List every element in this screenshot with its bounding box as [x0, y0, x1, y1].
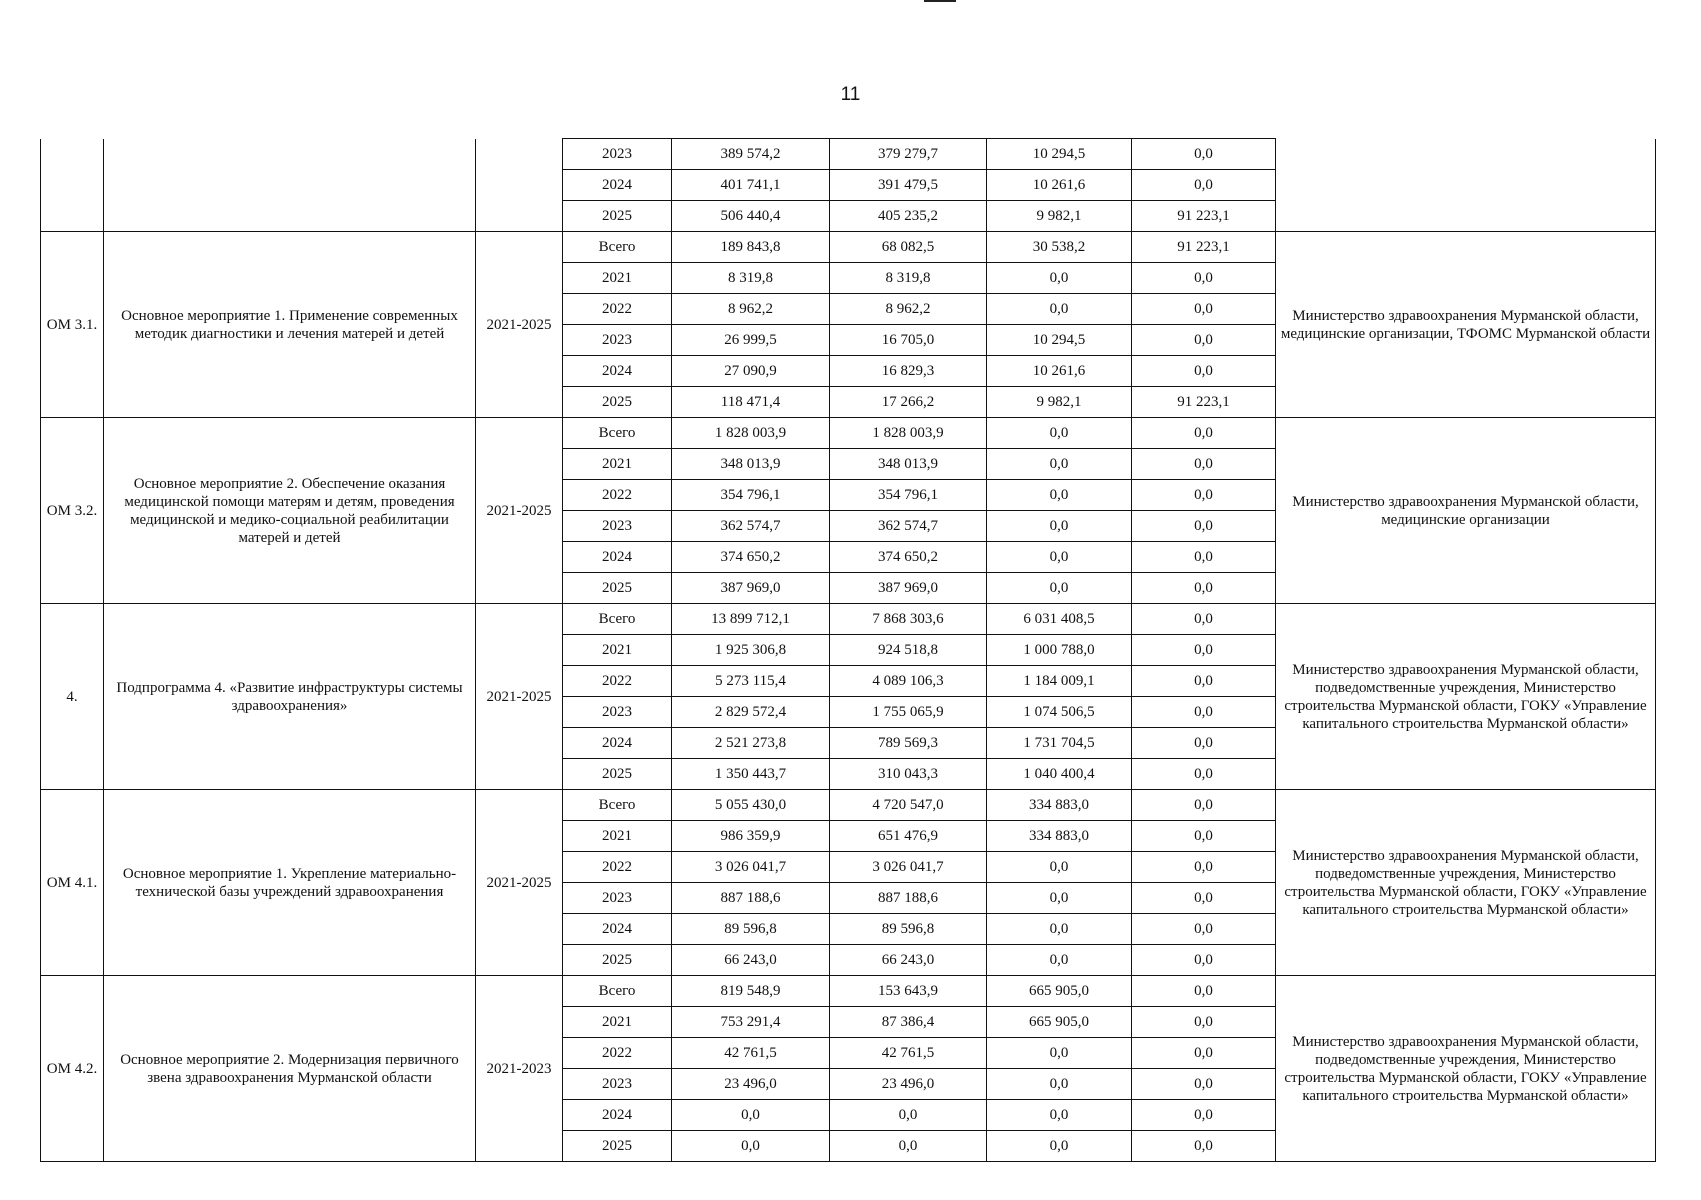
regional-budget-cell: 89 596,8	[830, 914, 987, 945]
other-source-cell: 0,0	[1132, 666, 1276, 697]
federal-budget-cell: 0,0	[987, 511, 1132, 542]
regional-budget-cell: 23 496,0	[830, 1069, 987, 1100]
regional-budget-cell: 387 969,0	[830, 573, 987, 604]
regional-budget-cell: 924 518,8	[830, 635, 987, 666]
total-cell: 189 843,8	[672, 232, 830, 263]
regional-budget-cell: 8 319,8	[830, 263, 987, 294]
other-source-cell: 0,0	[1132, 1007, 1276, 1038]
total-cell: 819 548,9	[672, 976, 830, 1007]
table-row	[41, 604, 1656, 635]
other-source-cell: 0,0	[1132, 1131, 1276, 1162]
federal-budget-cell: 0,0	[987, 1069, 1132, 1100]
other-source-cell: 0,0	[1132, 945, 1276, 976]
total-cell: 3 026 041,7	[672, 852, 830, 883]
regional-budget-cell: 651 476,9	[830, 821, 987, 852]
year-cell: 2025	[563, 759, 672, 790]
other-source-cell: 91 223,1	[1132, 232, 1276, 263]
total-cell: 2 521 273,8	[672, 728, 830, 759]
executor-cell: Министерство здравоохранения Мурманской области, подведомственные учреждения, Министерство строительства Мурманской области, ГОКУ «Управление капитального строительства Мурманской области»	[1276, 790, 1656, 976]
other-source-cell: 0,0	[1132, 139, 1276, 170]
other-source-cell: 91 223,1	[1132, 201, 1276, 232]
number-cell: ОМ 3.1.	[41, 232, 104, 418]
year-cell: 2023	[563, 697, 672, 728]
year-cell: 2021	[563, 449, 672, 480]
federal-budget-cell: 10 294,5	[987, 139, 1132, 170]
federal-budget-cell: 0,0	[987, 914, 1132, 945]
regional-budget-cell: 68 082,5	[830, 232, 987, 263]
regional-budget-cell: 362 574,7	[830, 511, 987, 542]
total-cell: 506 440,4	[672, 201, 830, 232]
federal-budget-cell: 9 982,1	[987, 387, 1132, 418]
executor-cell: Министерство здравоохранения Мурманской области, медицинские организации, ТФОМС Мурманской области	[1276, 232, 1656, 418]
total-cell: 1 925 306,8	[672, 635, 830, 666]
regional-budget-cell: 42 761,5	[830, 1038, 987, 1069]
federal-budget-cell: 334 883,0	[987, 790, 1132, 821]
other-source-cell: 0,0	[1132, 170, 1276, 201]
federal-budget-cell: 6 031 408,5	[987, 604, 1132, 635]
other-source-cell: 0,0	[1132, 511, 1276, 542]
name-cell: Подпрограмма 4. «Развитие инфраструктуры системы здравоохранения»	[104, 604, 476, 790]
year-cell: 2022	[563, 1038, 672, 1069]
total-cell: 27 090,9	[672, 356, 830, 387]
other-source-cell: 0,0	[1132, 790, 1276, 821]
period-cell: 2021-2025	[476, 790, 563, 976]
year-cell: Всего	[563, 604, 672, 635]
total-cell: 5 055 430,0	[672, 790, 830, 821]
federal-budget-cell: 0,0	[987, 1100, 1132, 1131]
table-row	[41, 976, 1656, 1007]
total-cell: 389 574,2	[672, 139, 830, 170]
total-cell: 42 761,5	[672, 1038, 830, 1069]
page-top-mark	[924, 0, 956, 2]
federal-budget-cell: 0,0	[987, 883, 1132, 914]
total-cell: 354 796,1	[672, 480, 830, 511]
number-cell	[41, 139, 104, 232]
regional-budget-cell: 379 279,7	[830, 139, 987, 170]
period-cell: 2021-2025	[476, 418, 563, 604]
year-cell: 2024	[563, 170, 672, 201]
federal-budget-cell: 1 040 400,4	[987, 759, 1132, 790]
regional-budget-cell: 4 720 547,0	[830, 790, 987, 821]
total-cell: 362 574,7	[672, 511, 830, 542]
year-cell: 2023	[563, 883, 672, 914]
total-cell: 13 899 712,1	[672, 604, 830, 635]
name-cell: Основное мероприятие 2. Обеспечение оказания медицинской помощи матерям и детям, проведения медицинской и медико-социальной реабилитации матерей и детей	[104, 418, 476, 604]
total-cell: 401 741,1	[672, 170, 830, 201]
regional-budget-cell: 17 266,2	[830, 387, 987, 418]
total-cell: 0,0	[672, 1100, 830, 1131]
executor-cell: Министерство здравоохранения Мурманской области, медицинские организации	[1276, 418, 1656, 604]
regional-budget-cell: 1 755 065,9	[830, 697, 987, 728]
name-cell: Основное мероприятие 1. Укрепление материально-технической базы учреждений здравоохранения	[104, 790, 476, 976]
year-cell: 2023	[563, 1069, 672, 1100]
period-cell: 2021-2025	[476, 232, 563, 418]
federal-budget-cell: 0,0	[987, 542, 1132, 573]
year-cell: Всего	[563, 976, 672, 1007]
year-cell: 2022	[563, 666, 672, 697]
federal-budget-cell: 1 731 704,5	[987, 728, 1132, 759]
total-cell: 1 350 443,7	[672, 759, 830, 790]
total-cell: 0,0	[672, 1131, 830, 1162]
federal-budget-cell: 1 000 788,0	[987, 635, 1132, 666]
other-source-cell: 0,0	[1132, 635, 1276, 666]
total-cell: 118 471,4	[672, 387, 830, 418]
other-source-cell: 0,0	[1132, 728, 1276, 759]
other-source-cell: 0,0	[1132, 883, 1276, 914]
period-cell: 2021-2023	[476, 976, 563, 1162]
federal-budget-cell: 0,0	[987, 852, 1132, 883]
other-source-cell: 0,0	[1132, 1069, 1276, 1100]
year-cell: 2021	[563, 1007, 672, 1038]
year-cell: Всего	[563, 232, 672, 263]
total-cell: 348 013,9	[672, 449, 830, 480]
regional-budget-cell: 66 243,0	[830, 945, 987, 976]
other-source-cell: 0,0	[1132, 821, 1276, 852]
total-cell: 66 243,0	[672, 945, 830, 976]
total-cell: 8 319,8	[672, 263, 830, 294]
regional-budget-cell: 374 650,2	[830, 542, 987, 573]
year-cell: 2022	[563, 852, 672, 883]
year-cell: 2025	[563, 945, 672, 976]
federal-budget-cell: 9 982,1	[987, 201, 1132, 232]
year-cell: 2024	[563, 356, 672, 387]
total-cell: 5 273 115,4	[672, 666, 830, 697]
regional-budget-cell: 310 043,3	[830, 759, 987, 790]
total-cell: 986 359,9	[672, 821, 830, 852]
other-source-cell: 0,0	[1132, 573, 1276, 604]
year-cell: 2023	[563, 325, 672, 356]
regional-budget-cell: 7 868 303,6	[830, 604, 987, 635]
regional-budget-cell: 3 026 041,7	[830, 852, 987, 883]
year-cell: Всего	[563, 418, 672, 449]
federal-budget-cell: 0,0	[987, 263, 1132, 294]
other-source-cell: 0,0	[1132, 852, 1276, 883]
regional-budget-cell: 348 013,9	[830, 449, 987, 480]
year-cell: 2021	[563, 821, 672, 852]
federal-budget-cell: 10 294,5	[987, 325, 1132, 356]
total-cell: 1 828 003,9	[672, 418, 830, 449]
regional-budget-cell: 1 828 003,9	[830, 418, 987, 449]
other-source-cell: 0,0	[1132, 356, 1276, 387]
regional-budget-cell: 887 188,6	[830, 883, 987, 914]
total-cell: 753 291,4	[672, 1007, 830, 1038]
other-source-cell: 0,0	[1132, 263, 1276, 294]
federal-budget-cell: 10 261,6	[987, 170, 1132, 201]
regional-budget-cell: 153 643,9	[830, 976, 987, 1007]
year-cell: 2025	[563, 1131, 672, 1162]
year-cell: 2025	[563, 573, 672, 604]
year-cell: 2024	[563, 542, 672, 573]
other-source-cell: 0,0	[1132, 604, 1276, 635]
name-cell: Основное мероприятие 2. Модернизация первичного звена здравоохранения Мурманской области	[104, 976, 476, 1162]
funding-table-body	[41, 139, 1656, 1162]
federal-budget-cell: 1 184 009,1	[987, 666, 1132, 697]
year-cell: 2024	[563, 914, 672, 945]
regional-budget-cell: 87 386,4	[830, 1007, 987, 1038]
table-row	[41, 418, 1656, 449]
total-cell: 374 650,2	[672, 542, 830, 573]
year-cell: 2025	[563, 201, 672, 232]
federal-budget-cell: 0,0	[987, 573, 1132, 604]
federal-budget-cell: 30 538,2	[987, 232, 1132, 263]
total-cell: 23 496,0	[672, 1069, 830, 1100]
regional-budget-cell: 4 089 106,3	[830, 666, 987, 697]
number-cell: ОМ 3.2.	[41, 418, 104, 604]
regional-budget-cell: 405 235,2	[830, 201, 987, 232]
year-cell: Всего	[563, 790, 672, 821]
year-cell: 2022	[563, 294, 672, 325]
other-source-cell: 0,0	[1132, 418, 1276, 449]
total-cell: 8 962,2	[672, 294, 830, 325]
total-cell: 26 999,5	[672, 325, 830, 356]
table-row	[41, 139, 1656, 170]
year-cell: 2024	[563, 1100, 672, 1131]
executor-cell: Министерство здравоохранения Мурманской области, подведомственные учреждения, Министерство строительства Мурманской области, ГОКУ «Управление капитального строительства Мурманской области»	[1276, 976, 1656, 1162]
year-cell: 2023	[563, 511, 672, 542]
year-cell: 2021	[563, 635, 672, 666]
total-cell: 2 829 572,4	[672, 697, 830, 728]
federal-budget-cell: 0,0	[987, 449, 1132, 480]
period-cell	[476, 139, 563, 232]
federal-budget-cell: 10 261,6	[987, 356, 1132, 387]
regional-budget-cell: 0,0	[830, 1131, 987, 1162]
other-source-cell: 0,0	[1132, 325, 1276, 356]
regional-budget-cell: 16 705,0	[830, 325, 987, 356]
year-cell: 2025	[563, 387, 672, 418]
other-source-cell: 91 223,1	[1132, 387, 1276, 418]
year-cell: 2023	[563, 139, 672, 170]
other-source-cell: 0,0	[1132, 759, 1276, 790]
executor-cell: Министерство здравоохранения Мурманской области, подведомственные учреждения, Министерство строительства Мурманской области, ГОКУ «Управление капитального строительства Мурманской области»	[1276, 604, 1656, 790]
federal-budget-cell: 0,0	[987, 418, 1132, 449]
other-source-cell: 0,0	[1132, 480, 1276, 511]
federal-budget-cell: 334 883,0	[987, 821, 1132, 852]
other-source-cell: 0,0	[1132, 449, 1276, 480]
regional-budget-cell: 789 569,3	[830, 728, 987, 759]
other-source-cell: 0,0	[1132, 697, 1276, 728]
year-cell: 2021	[563, 263, 672, 294]
total-cell: 387 969,0	[672, 573, 830, 604]
total-cell: 887 188,6	[672, 883, 830, 914]
federal-budget-cell: 1 074 506,5	[987, 697, 1132, 728]
regional-budget-cell: 8 962,2	[830, 294, 987, 325]
other-source-cell: 0,0	[1132, 294, 1276, 325]
year-cell: 2024	[563, 728, 672, 759]
name-cell	[104, 139, 476, 232]
regional-budget-cell: 354 796,1	[830, 480, 987, 511]
name-cell: Основное мероприятие 1. Применение современных методик диагностики и лечения матерей и детей	[104, 232, 476, 418]
table-row	[41, 790, 1656, 821]
executor-cell	[1276, 139, 1656, 232]
page-number: 11	[840, 84, 861, 105]
table-row	[41, 232, 1656, 263]
federal-budget-cell: 0,0	[987, 945, 1132, 976]
funding-table	[40, 138, 1656, 1162]
regional-budget-cell: 0,0	[830, 1100, 987, 1131]
year-cell: 2022	[563, 480, 672, 511]
other-source-cell: 0,0	[1132, 976, 1276, 1007]
period-cell: 2021-2025	[476, 604, 563, 790]
other-source-cell: 0,0	[1132, 1038, 1276, 1069]
regional-budget-cell: 16 829,3	[830, 356, 987, 387]
other-source-cell: 0,0	[1132, 1100, 1276, 1131]
number-cell: 4.	[41, 604, 104, 790]
federal-budget-cell: 0,0	[987, 294, 1132, 325]
federal-budget-cell: 665 905,0	[987, 976, 1132, 1007]
other-source-cell: 0,0	[1132, 542, 1276, 573]
number-cell: ОМ 4.1.	[41, 790, 104, 976]
federal-budget-cell: 0,0	[987, 480, 1132, 511]
other-source-cell: 0,0	[1132, 914, 1276, 945]
federal-budget-cell: 665 905,0	[987, 1007, 1132, 1038]
federal-budget-cell: 0,0	[987, 1038, 1132, 1069]
number-cell: ОМ 4.2.	[41, 976, 104, 1162]
federal-budget-cell: 0,0	[987, 1131, 1132, 1162]
total-cell: 89 596,8	[672, 914, 830, 945]
regional-budget-cell: 391 479,5	[830, 170, 987, 201]
